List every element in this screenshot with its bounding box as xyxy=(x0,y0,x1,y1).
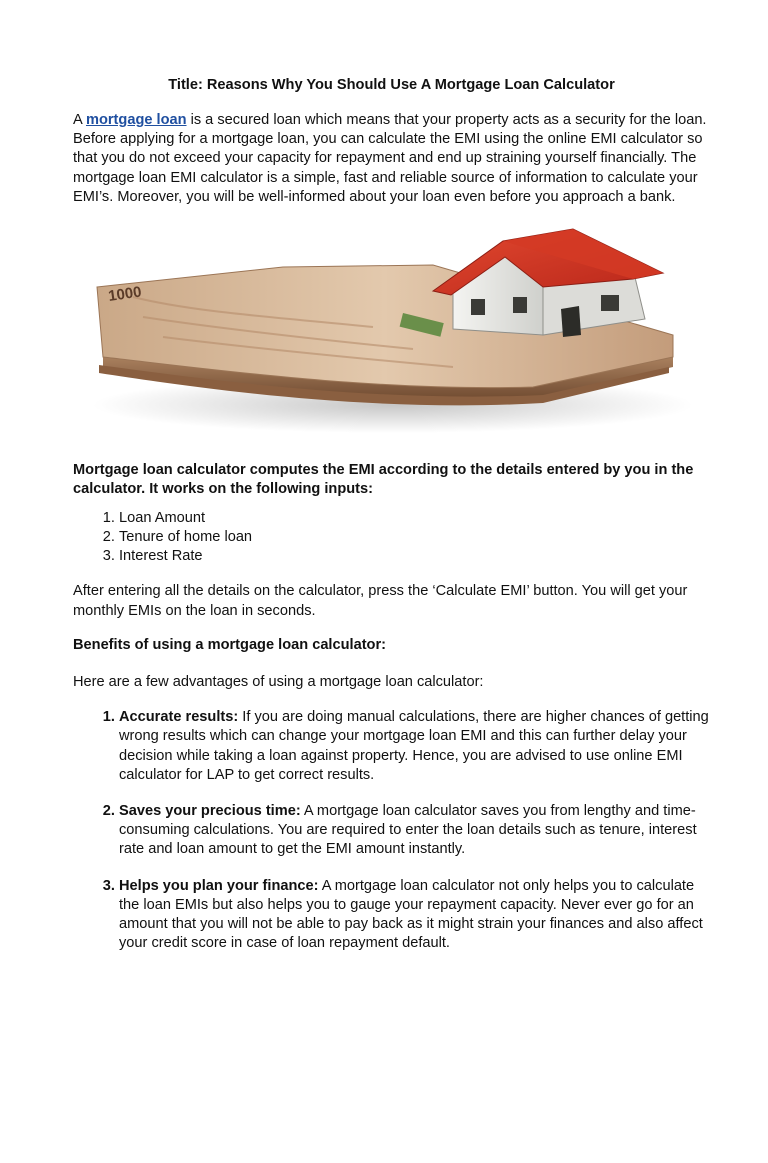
document-title: Title: Reasons Why You Should Use A Mortgage Loan Calculator xyxy=(168,77,615,93)
benefit-text: A mortgage loan calculator not only helps you to calculate the loan EMIs but also helps you to gauge your repayment capacity. Never ever go for an amount that you will not be able to pay back as it might strain your finances and also affect your credit score in case of loan repayment default. xyxy=(119,877,703,952)
intro-prefix: A xyxy=(73,112,86,128)
mortgage-loan-link[interactable]: mortgage loan xyxy=(85,112,187,128)
benefits-heading: Benefits of using a mortgage loan calculator: xyxy=(73,636,387,653)
computes-heading: Mortgage loan calculator computes the EMI according to the details entered by you in the calculator. It works on the following inputs: xyxy=(73,462,694,498)
benefit-text: If you are doing manual calculations, there are higher chances of getting wrong results which can change your mortgage loan EMI and this can further delay your decision while taking a loan against property. Hence, you are advised to use online EMI calculator for LAP to get correct results. xyxy=(119,709,709,783)
after-entering-paragraph: After entering all the details on the calculator, press the ‘Calculate EMI’ button. You will get your monthly EMIs on the loan in seconds. xyxy=(73,583,688,619)
house-window-3 xyxy=(601,295,619,311)
benefit-title: Accurate results: xyxy=(119,709,239,726)
intro-paragraph xyxy=(73,111,713,207)
benefit-title: Helps you plan your finance: xyxy=(119,877,319,894)
benefit-text: A mortgage loan calculator saves you from lengthy and time-consuming calculations. You are required to enter the loan details such as tenure, interest rate and loan amount to get the EMI amount instantly. xyxy=(119,803,697,858)
input-item-loan-amount: 1. Loan Amount xyxy=(119,509,710,528)
benefit-item-accurate-results xyxy=(119,708,710,785)
house-window xyxy=(471,299,485,315)
benefits-list xyxy=(73,708,710,953)
benefit-item-saves-time xyxy=(119,802,710,860)
intro-text: is a secured loan which means that your property acts as a security for the loan. Before applying for a mortgage loan, you can calculate the EMI using the online EMI calculator so that you do not exceed your capacity for repayment and end up straining yourself financially. The mortgage loan EMI calculator is a simple, fast and reliable source of information to calculate your EMI’s. Moreover, you will be well-informed about your loan even before you approach a bank. xyxy=(73,112,707,205)
benefit-item-plan-finance xyxy=(119,877,710,954)
advantages-intro: Here are a few advantages of using a mortgage loan calculator: xyxy=(73,674,484,691)
house-window-2 xyxy=(513,297,527,313)
input-item-interest-rate: 3. Interest Rate xyxy=(119,547,710,566)
inputs-list xyxy=(73,509,710,566)
house-on-money-image xyxy=(73,217,697,439)
house-door xyxy=(561,306,581,337)
banknote-denomination: 1000 xyxy=(107,283,143,305)
input-item-tenure: 2. Tenure of home loan xyxy=(119,528,710,547)
benefit-title: Saves your precious time: xyxy=(119,803,301,820)
document-page xyxy=(0,76,768,1163)
